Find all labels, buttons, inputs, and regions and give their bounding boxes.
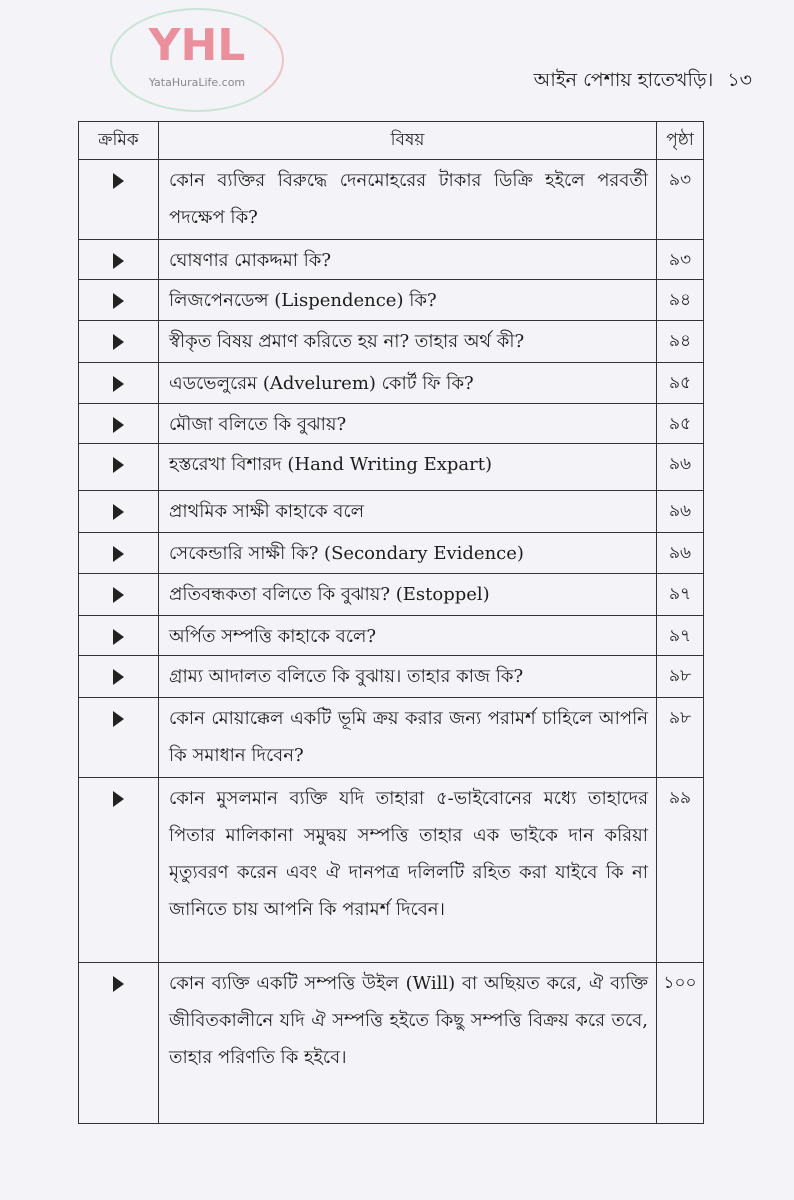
table-row (79, 574, 704, 616)
serial-cell (79, 698, 159, 778)
page-cell: ৯৯ (657, 778, 704, 963)
serial-cell (79, 363, 159, 404)
column-page: পৃষ্ঠা (657, 122, 704, 160)
topic-cell: মৌজা বলিতে কি বুঝায়? (159, 404, 657, 444)
table-row (79, 533, 704, 574)
bullet-arrow-icon (113, 376, 124, 392)
serial-cell (79, 533, 159, 574)
topic-cell: কোন মুসলমান ব্যক্তি যদি তাহারা ৫-ভাইবোনের মধ্যে তাহাদের পিতার মালিকানা সমুদ্বয় সম্পত্তি তাহার এক ভাইকে দান করিয়া মৃত্যুবরণ করেন এবং ঐ দানপত্র দলিলটি রহিত করা যাইবে কি না জানিতে চায় আপনি কি পরামর্শ দিবেন। (159, 778, 657, 963)
column-topic: বিষয় (159, 122, 657, 160)
page-cell: ৯৮ (657, 656, 704, 698)
bullet-arrow-icon (113, 293, 124, 309)
topic-cell: কোন ব্যক্তির বিরুদ্ধে দেনমোহরের টাকার ডিক্রি হইলে পরবর্তী পদক্ষেপ কি? (159, 160, 657, 240)
topic-cell: গ্রাম্য আদালত বলিতে কি বুঝায়। তাহার কাজ কি? (159, 656, 657, 698)
bullet-arrow-icon (113, 587, 124, 603)
table-row (79, 321, 704, 363)
serial-cell (79, 240, 159, 280)
bullet-arrow-icon (113, 173, 124, 189)
serial-cell (79, 656, 159, 698)
page-cell: ১০০ (657, 963, 704, 1124)
topic-cell: লিজপেনডেন্স (Lispendence) কি? (159, 280, 657, 321)
page-cell: ৯৩ (657, 160, 704, 240)
table-row (79, 491, 704, 533)
watermark (110, 8, 284, 112)
table-row (79, 778, 704, 963)
column-serial: ক্রমিক (79, 122, 159, 160)
topic-cell: প্রাথমিক সাক্ষী কাহাকে বলে (159, 491, 657, 533)
contents-table (78, 121, 704, 1124)
bullet-arrow-icon (113, 711, 124, 727)
topic-cell: ঘোষণার মোকদ্দমা কি? (159, 240, 657, 280)
page-cell: ৯৬ (657, 444, 704, 491)
page-cell: ৯৫ (657, 404, 704, 444)
topic-cell: কোন ব্যক্তি একটি সম্পত্তি উইল (Will) বা অছিয়ত করে, ঐ ব্যক্তি জীবিতকালীনে যদি ঐ সম্পত্তি হইতে কিছু সম্পত্তি বিক্রয় করে তবে, তাহার পরিণতি কি হইবে। (159, 963, 657, 1124)
topic-cell: এডভেলুরেম (Advelurem) কোর্ট ফি কি? (159, 363, 657, 404)
bullet-arrow-icon (113, 791, 124, 807)
watermark-site: YataHuraLife.com (148, 76, 246, 89)
bullet-arrow-icon (113, 629, 124, 645)
table-row (79, 444, 704, 491)
table-row (79, 963, 704, 1124)
serial-cell (79, 160, 159, 240)
serial-cell (79, 321, 159, 363)
page-cell: ৯৩ (657, 240, 704, 280)
table-header (79, 122, 704, 160)
bullet-arrow-icon (113, 669, 124, 685)
bullet-arrow-icon (113, 546, 124, 562)
book-title: আইন পেশায় হাতেখড়ি। (533, 69, 714, 91)
page-cell: ৯৪ (657, 321, 704, 363)
page-cell: ৯৭ (657, 616, 704, 656)
topic-cell: সেকেন্ডারি সাক্ষী কি? (Secondary Evidence) (159, 533, 657, 574)
bullet-arrow-icon (113, 457, 124, 473)
bullet-arrow-icon (113, 504, 124, 520)
table-row (79, 616, 704, 656)
serial-cell (79, 444, 159, 491)
topic-cell: অর্পিত সম্পত্তি কাহাকে বলে? (159, 616, 657, 656)
table-row (79, 280, 704, 321)
table-row (79, 240, 704, 280)
serial-cell (79, 404, 159, 444)
serial-cell (79, 963, 159, 1124)
serial-cell (79, 616, 159, 656)
bullet-arrow-icon (113, 417, 124, 433)
table-row (79, 160, 704, 240)
table-row (79, 363, 704, 404)
topic-cell: প্রতিবন্ধকতা বলিতে কি বুঝায়? (Estoppel) (159, 574, 657, 616)
page-cell: ৯৪ (657, 280, 704, 321)
watermark-logo: YHL (148, 20, 246, 71)
running-header (534, 66, 752, 98)
topic-cell: হস্তরেখা বিশারদ (Hand Writing Expart) (159, 444, 657, 491)
page-cell: ৯৭ (657, 574, 704, 616)
bullet-arrow-icon (113, 976, 124, 992)
table-row (79, 656, 704, 698)
table-row (79, 698, 704, 778)
topic-cell: স্বীকৃত বিষয় প্রমাণ করিতে হয় না? তাহার অর্থ কী? (159, 321, 657, 363)
serial-cell (79, 574, 159, 616)
page-cell: ৯৮ (657, 698, 704, 778)
bullet-arrow-icon (113, 334, 124, 350)
topic-cell: কোন মোয়াক্কেল একটি ভূমি ক্রয় করার জন্য পরামর্শ চাহিলে আপনি কি সমাধান দিবেন? (159, 698, 657, 778)
serial-cell (79, 280, 159, 321)
bullet-arrow-icon (113, 253, 124, 269)
page-cell: ৯৬ (657, 533, 704, 574)
serial-cell (79, 778, 159, 963)
page-cell: ৯৬ (657, 491, 704, 533)
serial-cell (79, 491, 159, 533)
page-cell: ৯৫ (657, 363, 704, 404)
page-number: ১৩ (727, 69, 752, 91)
table-row (79, 404, 704, 444)
